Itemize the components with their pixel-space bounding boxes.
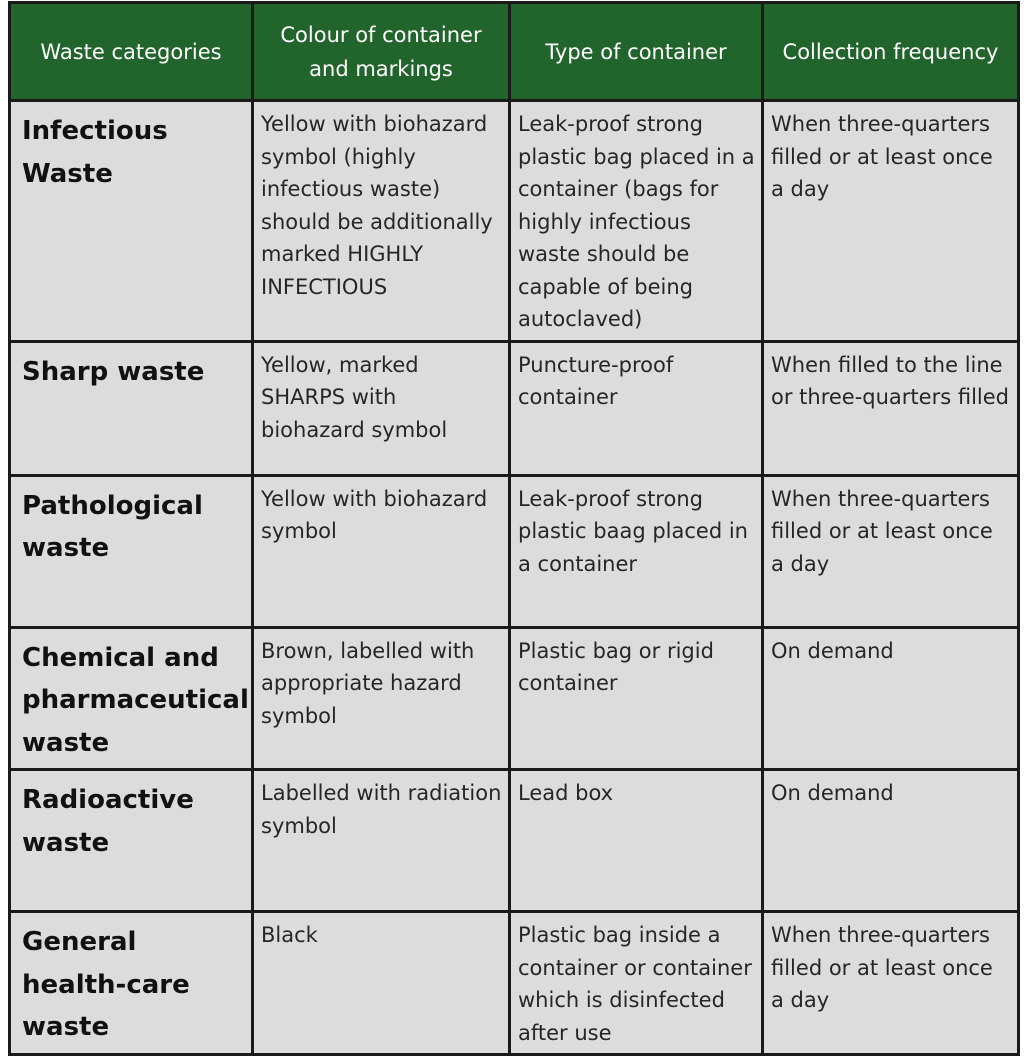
header-colour-of-container: Colour of container and markings bbox=[253, 3, 510, 101]
container-cell: Leak-proof strong plastic baag placed in a container bbox=[510, 475, 763, 627]
container-cell: Plastic bag inside a container or container which is disinfected after use bbox=[510, 912, 763, 1055]
header-type-of-container: Type of container bbox=[510, 3, 763, 101]
header-waste-categories: Waste categories bbox=[10, 3, 253, 101]
category-cell: Infectious Waste bbox=[10, 101, 253, 342]
category-cell: Radioactive waste bbox=[10, 770, 253, 912]
colour-cell: Yellow, marked SHARPS with biohazard symbol bbox=[253, 341, 510, 475]
table-row bbox=[10, 912, 1019, 1055]
frequency-cell: When filled to the line or three-quarters filled bbox=[763, 341, 1019, 475]
category-cell: Chemical and pharmaceutical waste bbox=[10, 627, 253, 770]
table-row bbox=[10, 101, 1019, 342]
frequency-cell: On demand bbox=[763, 770, 1019, 912]
table-row bbox=[10, 475, 1019, 627]
table-header-row bbox=[10, 3, 1019, 101]
table-row bbox=[10, 341, 1019, 475]
container-cell: Plastic bag or rigid container bbox=[510, 627, 763, 770]
container-cell: Leak-proof strong plastic bag placed in a container (bags for highly infectious waste should be capable of being autoclaved) bbox=[510, 101, 763, 342]
category-cell: Sharp waste bbox=[10, 341, 253, 475]
colour-cell: Brown, labelled with appropriate hazard symbol bbox=[253, 627, 510, 770]
header-collection-frequency: Collection frequency bbox=[763, 3, 1019, 101]
container-cell: Lead box bbox=[510, 770, 763, 912]
colour-cell: Labelled with radiation symbol bbox=[253, 770, 510, 912]
category-cell: General health-care waste bbox=[10, 912, 253, 1055]
colour-cell: Yellow with biohazard symbol bbox=[253, 475, 510, 627]
frequency-cell: When three-quarters filled or at least once a day bbox=[763, 912, 1019, 1055]
frequency-cell: When three-quarters filled or at least once a day bbox=[763, 475, 1019, 627]
frequency-cell: On demand bbox=[763, 627, 1019, 770]
colour-cell: Black bbox=[253, 912, 510, 1055]
waste-management-table bbox=[8, 1, 1020, 1056]
table-row bbox=[10, 770, 1019, 912]
container-cell: Puncture-proof container bbox=[510, 341, 763, 475]
colour-cell: Yellow with biohazard symbol (highly infectious waste) should be additionally marked HIGHLY INFECTIOUS bbox=[253, 101, 510, 342]
category-cell: Pathological waste bbox=[10, 475, 253, 627]
table-row bbox=[10, 627, 1019, 770]
frequency-cell: When three-quarters filled or at least once a day bbox=[763, 101, 1019, 342]
